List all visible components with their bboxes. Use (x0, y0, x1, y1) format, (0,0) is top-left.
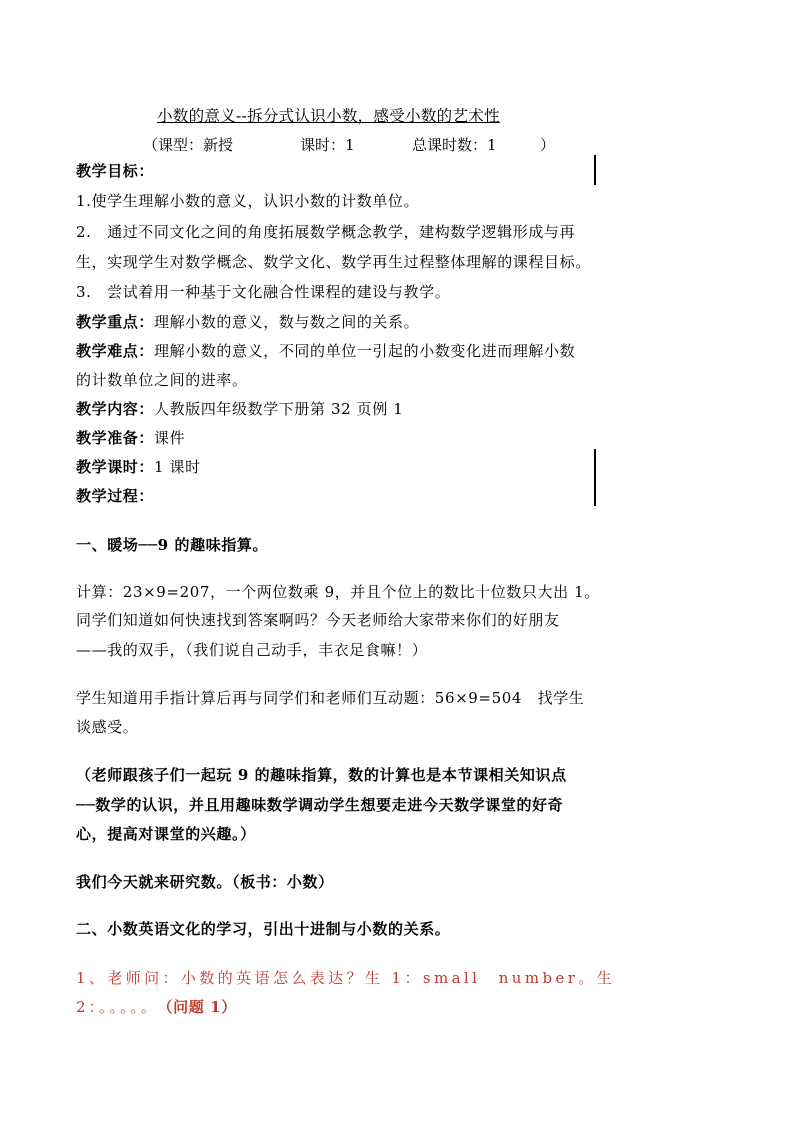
lesson-count: 课时：1 (300, 136, 355, 154)
prep-text: 课件 (154, 429, 186, 447)
note-line-2: ──数学的认识，并且用趣味数学调动学生想要走进今天数学课堂的好奇 (76, 796, 564, 814)
key-point-label: 教学重点： (76, 313, 155, 331)
prep (76, 428, 185, 448)
key-point (76, 312, 419, 332)
objective-2-cont: 生，实现学生对数学概念、数学文化、数学再生过程整体理解的课程目标。 (76, 253, 591, 271)
hours-text: 1 课时 (154, 458, 201, 476)
note-line-1: （老师跟孩子们一起玩 9 的趣味指算，数的计算也是本节课相关知识点 (76, 766, 567, 784)
question-1-line-2 (76, 997, 237, 1017)
difficulty-text: 理解小数的意义，不同的单位一引起的小数变化进而理解小数 (154, 342, 576, 360)
content (76, 399, 403, 419)
calc-line-3: ——我的双手，（我们说自己动手，丰衣足食嘛！） (76, 641, 428, 659)
lesson-type: （课型：新授 (143, 136, 234, 154)
meta-close: ） (540, 136, 556, 154)
interact-line-1: 学生知道用手指计算后再与同学们和老师们互动题：56×9=504 找学生 (76, 689, 585, 707)
question-1-cont: 2：。。。。。 (76, 998, 160, 1016)
calc-line-1: 计算：23×9=207，一个两位数乘 9，并且个位上的数比十位数只大出 1。 (76, 583, 600, 601)
objective-1: 1.使学生理解小数的意义，认识小数的计数单位。 (76, 192, 420, 210)
key-point-text: 理解小数的意义，数与数之间的关系。 (154, 313, 420, 331)
difficulty-cont: 的计数单位之间的进率。 (76, 371, 248, 389)
section-1-heading: 一、暖场──9 的趣味指算。 (76, 536, 269, 554)
difficulty-label: 教学难点： (76, 342, 155, 360)
prep-label: 教学准备： (76, 429, 155, 447)
margin-bar-mid (594, 449, 596, 506)
objectives-heading: 教学目标： (76, 162, 155, 180)
process-heading: 教学过程： (76, 487, 155, 505)
hours-label: 教学课时： (76, 458, 155, 476)
interact-line-2: 谈感受。 (76, 718, 139, 736)
total-lesson-count: 总课时数：1 (412, 136, 497, 154)
hours (76, 457, 201, 477)
section-2-heading: 二、小数英语文化的学习，引出十进制与小数的关系。 (76, 920, 451, 938)
research-line: 我们今天就来研究数。（板书：小数） (76, 873, 334, 891)
question-1-tag: （问题 1） (165, 998, 237, 1016)
objective-3: 3. 尝试着用一种基于文化融合性课程的建设与教学。 (76, 283, 451, 301)
note-line-3: 心，提高对课堂的兴趣。） (76, 825, 256, 843)
content-text: 人教版四年级数学下册第 32 页例 1 (154, 400, 404, 418)
difficulty (76, 341, 575, 361)
margin-bar-top (594, 155, 596, 185)
objective-2: 2. 通过不同文化之间的角度拓展数学概念教学，建构数学逻辑形成与再 (76, 223, 576, 241)
question-1-line-1: 1、老师问：小数的英语怎么表达？生 1：small number。生 (76, 969, 616, 987)
page-title: 小数的意义--拆分式认识小数，感受小数的艺术性 (157, 107, 500, 125)
content-label: 教学内容： (76, 400, 155, 418)
calc-line-2: 同学们知道如何快速找到答案啊吗？今天老师给大家带来你们的好朋友 (76, 611, 560, 629)
